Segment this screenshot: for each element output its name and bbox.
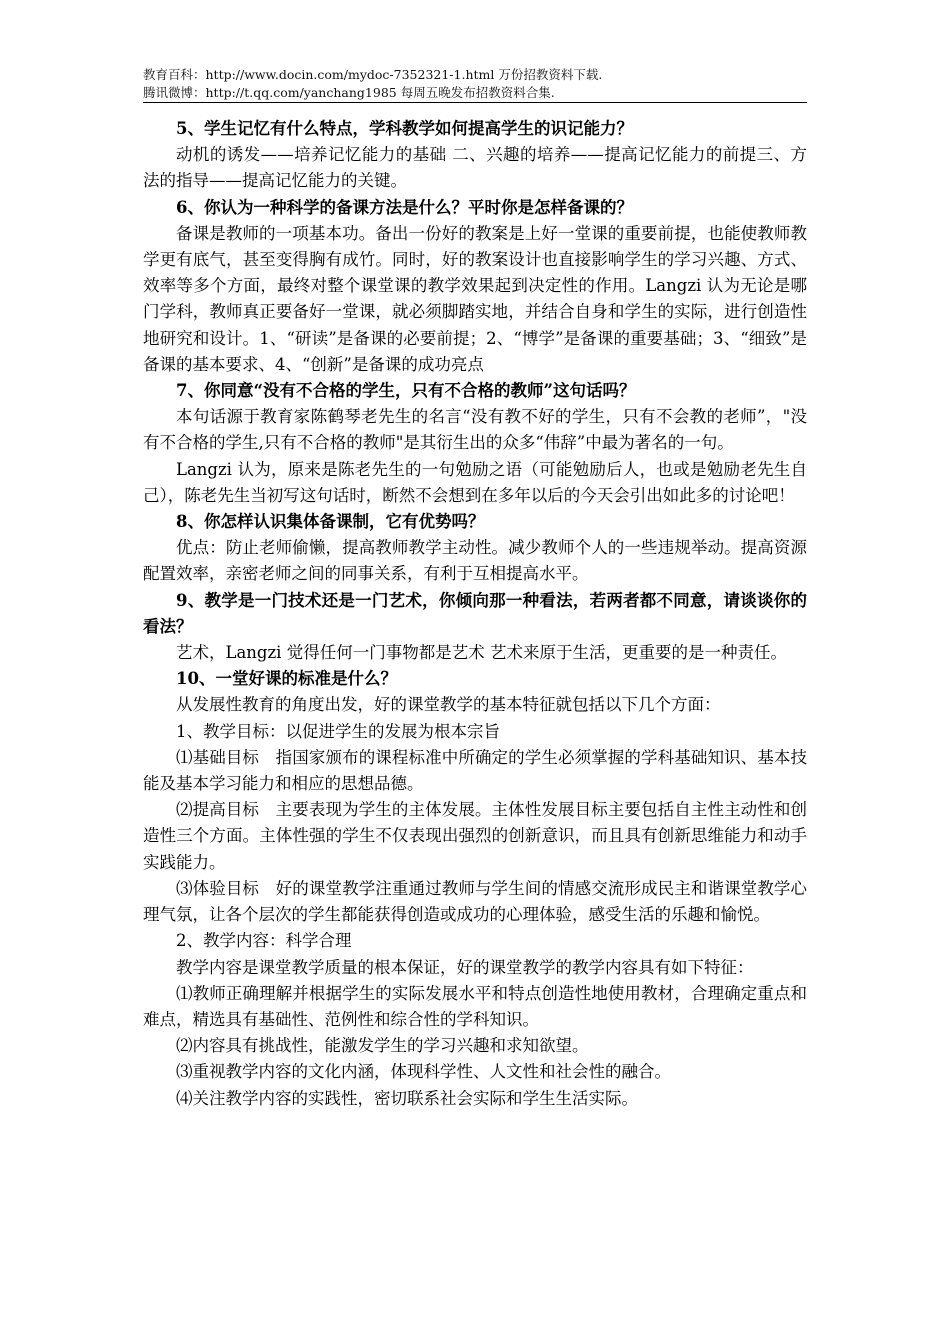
header-divider <box>143 102 807 103</box>
answer-paragraph: 优点：防止老师偷懒，提高教师教学主动性。减少教师个人的一些违规举动。提高资源配置效率，亲密老师之间的同事关系，有利于互相提高水平。 <box>143 538 807 584</box>
answer-paragraph: 1、教学目标：以促进学生的发展为根本宗旨 <box>176 721 500 741</box>
header-line-docin: 教育百科：http://www.docin.com/mydoc-7352321-1.html 万份招教资料下载. <box>143 67 603 82</box>
answer-paragraph: ⑶体验目标 好的课堂教学注重通过教师与学生间的情感交流形成民主和谐课堂教学心理气氛，让各个层次的学生都能获得创造或成功的心理体验，感受生活的乐趣和愉悦。 <box>143 878 807 925</box>
question-5: 5、学生记忆有什么特点，学科教学如何提高学生的识记能力？ <box>176 119 633 138</box>
answer-paragraph: ⑵提高目标 主要表现为学生的主体发展。主体性发展目标主要包括自主性主动性和创造性三个方面。主体性强的学生不仅表现出强烈的创新意识，而且具有创新思维能力和动手实践能力。 <box>143 800 807 872</box>
answer-paragraph: 教学内容是课堂教学质量的根本保证，好的课堂教学的教学内容具有如下特征： <box>176 957 754 977</box>
answer-paragraph: ⑷关注教学内容的实践性，密切联系社会实际和学生生活实际。 <box>176 1088 638 1108</box>
answer-paragraph: 2、教学内容：科学合理 <box>176 931 352 951</box>
answer-paragraph: 动机的诱发——培养记忆能力的基础 二、兴趣的培养——提高记忆能力的前提三、方法的指导——提高记忆能力的关键。 <box>143 145 807 191</box>
answer-paragraph: ⑴基础目标 指国家颁布的课程标准中所确定的学生必须掌握的学科基础知识、基本技能及基本学习能力和相应的思想品德。 <box>143 747 807 794</box>
answer-paragraph: 备课是教师的一项基本功。备出一份好的教案是上好一堂课的重要前提，也能使教师教学更有底气，甚至变得胸有成竹。同时，好的教案设计也直接影响学生的学习兴趣、方式、效率等多个方面，最终对整个课堂课的教学效果起到决定性的作用。Langzi 认为无论是哪门学科，教师真正要备好一堂课，就必须脚踏实地，并结合自身和学生的实际，进行创造性地研究和设计。1、“研读”是备课的必要前提；2、“博学”是备课的重要基础；3、“细致”是备课的基本要求、4、“创新”是备课的成功亮点 <box>143 223 807 374</box>
document-body <box>143 116 807 1112</box>
question-9: 9、教学是一门技术还是一门艺术，你倾向那一种看法，若两者都不同意，请谈谈你的看法？ <box>143 590 807 636</box>
question-6: 6、你认为一种科学的备课方法是什么？平时你是怎样备课的？ <box>176 197 633 217</box>
header-line-weibo: 腾讯微博：http://t.qq.com/yanchang1985 每周五晚发布招教资料合集. <box>143 85 555 100</box>
question-10: 10、一堂好课的标准是什么？ <box>176 669 397 689</box>
answer-paragraph: 从发展性教育的角度出发，好的课堂教学的基本特征就包括以下几个方面： <box>176 695 721 715</box>
question-8: 8、你怎样认识集体备课制，它有优势吗？ <box>176 512 485 532</box>
answer-paragraph: Langzi 认为，原来是陈老先生的一句勉励之语（可能勉励后人，也或是勉励老先生自己），陈老先生当初写这句话时，断然不会想到在多年以后的今天会引出如此多的讨论吧！ <box>143 459 807 505</box>
question-7: 7、你同意“没有不合格的学生，只有不合格的教师”这句话吗？ <box>176 381 636 401</box>
answer-paragraph: ⑵内容具有挑战性，能激发学生的学习兴趣和求知欲望。 <box>176 1036 589 1056</box>
page-header <box>143 66 807 102</box>
answer-paragraph: ⑴教师正确理解并根据学生的实际发展水平和特点创造性地使用教材，合理确定重点和难点，精选具有基础性、范例性和综合性的学科知识。 <box>143 983 807 1029</box>
answer-paragraph: ⑶重视教学内容的文化内涵，体现科学性、人文性和社会性的融合。 <box>176 1062 671 1082</box>
answer-paragraph: 本句话源于教育家陈鹤琴老先生的名言“没有教不好的学生，只有不会教的老师”，"没有不合格的学生,只有不合格的教师"是其衍生出的众多“伟辞”中最为著名的一句。 <box>143 407 807 453</box>
answer-paragraph: 艺术，Langzi 觉得任何一门事物都是艺术 艺术来原于生活，更重要的是一种责任。 <box>176 643 787 663</box>
